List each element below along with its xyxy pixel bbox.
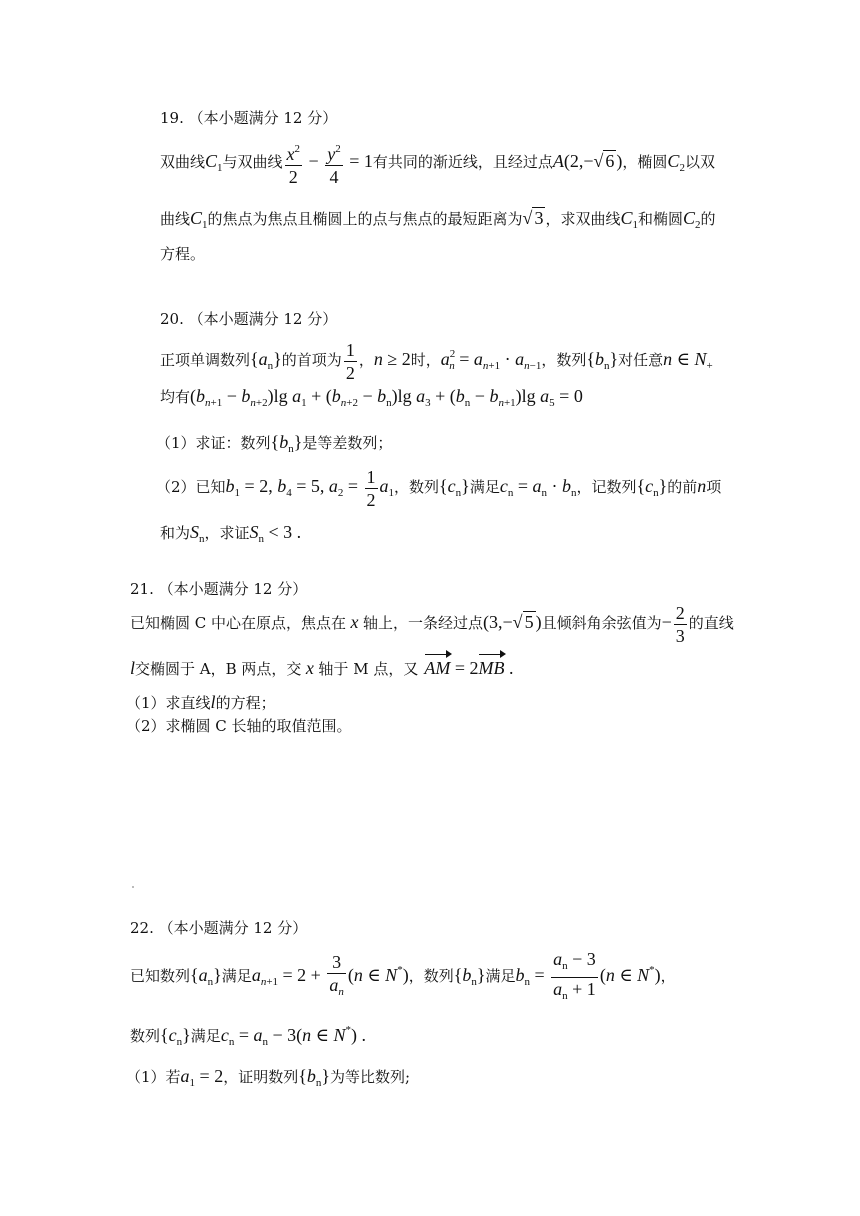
q20-part-3: 和为$S_n$，求证$S_n < 3$ . (160, 522, 302, 545)
q22-heading: 22. （本小题满分 12 分） (130, 919, 308, 937)
q19-heading: 19. （本小题满分 12 分） (160, 109, 338, 127)
q21-part-2: （2）求椭圆 C 长轴的取值范围。 (126, 717, 352, 735)
q21-line-2: l交椭圆于 A，B 两点，交 x 轴于 M 点，又 AM = 2MB . (130, 658, 514, 678)
q21-heading: 21. （本小题满分 12 分） (130, 580, 308, 598)
q19-line-2: 曲线$C_1$的焦点为焦点且椭圆上的点与焦点的最短距离为√ 3 ，求双曲线$C_1$和椭圆$C_2$的 (160, 208, 716, 231)
q20-line-1: 正项单调数列$\{a_n\}$的首项为 $\frac{1}{2}$ ，n ≥ 2时，$a^2_n = a_{n+1} \cdot a_{n-1}$，数列$\{b_n\}$对任意n ∈ $N_+$ (160, 339, 713, 383)
q19-line-3: 方程。 (160, 245, 206, 263)
q21-part-1: （1）求直线l的方程； (126, 692, 276, 712)
q20-heading: 20. （本小题满分 12 分） (160, 310, 338, 328)
q21-line-1: 已知椭圆 C 中心在原点，焦点在 x 轴上，一条经过点(3,−√ 5 )且倾斜角余弦值为− $\frac{2}{3}$ 的直线 (130, 602, 734, 646)
q19-line-1: 双曲线$C_1$与双曲线 $\frac{x^2}{2}$ − $\frac{y^2}{4}$ = 1有共同的渐近线，且经过点A(2,−√ 6 )，椭圆$C_2$以双 (160, 138, 715, 190)
q20-line-2: 均有$(b_{n+1} - b_{n+2})\lg$ $a_1 + (b_{n+2} - b_n)\lg$ $a_3 + (b_n - b_{n+1})\lg$ $a_5 = 0$ (160, 386, 583, 409)
q22-line-1: 已知数列$\{a_n\}$满足$a_{n+1} = 2$ + $\frac{3}{a_n}$ (n ∈ N*)，数列$\{b_n\}$满足$b_n$ = $\frac{a_n - 3}{a_n + 1}$ (n ∈ N*)， (130, 948, 676, 1002)
q20-part-2: （2）已知$b_1 = 2$, $b_4 = 5$, $a_2$ = $\frac{1}{2}$ $a_1$，数列$\{c_n\}$满足$c_n = a_n \cdot b_n$，记数列$\{c_n\}$的前n项 (156, 466, 722, 510)
q20-part-1: （1）求证：数列$\{b_n\}$是等差数列； (156, 432, 393, 455)
stray-mark (132, 886, 134, 888)
q22-line-2: 数列$\{c_n\}$满足$c_n = a_n - 3(n$ ∈ N*) . (130, 1024, 366, 1048)
q22-part-1: （1）若$a_1 = 2$，证明数列$\{b_n\}$为等比数列; (126, 1066, 411, 1089)
